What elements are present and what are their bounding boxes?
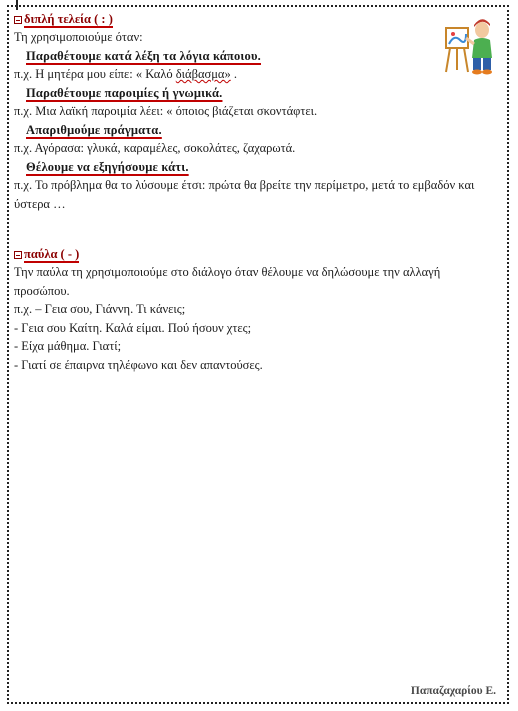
example-line: π.χ. Μια λαϊκή παροιμία λέει: « όποιος βιάζεται σκοντάφτει. xyxy=(14,104,318,118)
section-intro: Τη χρησιμοποιούμε όταν: xyxy=(14,30,143,44)
example-line: π.χ. Το πρόβλημα θα το λύσουμε έτσι: πρώτα θα βρείτε την περίμετρο, μετά το εμβαδόν και ύστερα … xyxy=(14,178,475,211)
rule-proverbs: Παραθέτουμε παροιμίες ή γνωμικά. xyxy=(26,85,223,100)
rule-quote: Παραθέτουμε κατά λέξη τα λόγια κάποιου. xyxy=(26,48,261,63)
rule-enumerate: Απαριθμούμε πράγματα. xyxy=(26,122,162,137)
section-heading-dash xyxy=(14,247,494,263)
example-line: π.χ. Η μητέρα μου είπε: « Καλό διάβασμα» . xyxy=(14,67,237,81)
dialogue-line: - Γιατί σε έπαιρνα τηλέφωνο και δεν απαντούσες. xyxy=(14,357,263,372)
section-title: παύλα ( - ) xyxy=(24,247,80,261)
section-heading-colon xyxy=(14,12,494,28)
rule-explain: Θέλουμε να εξηγήσουμε κάτι. xyxy=(26,159,189,174)
example-line: π.χ. Αγόρασα: γλυκά, καραμέλες, σοκολάτες, ζαχαρωτά. xyxy=(14,141,296,155)
corner-mark xyxy=(16,0,18,10)
dialogue-line: - Είχα μάθημα. Γιατί; xyxy=(14,339,122,353)
dialogue-line: π.χ. – Γεια σου, Γιάννη. Τι κάνεις; xyxy=(14,302,186,316)
document-body xyxy=(14,12,494,374)
collapse-icon[interactable] xyxy=(14,16,22,24)
section-title: διπλή τελεία ( : ) xyxy=(24,12,113,26)
section-intro: Την παύλα τη χρησιμοποιούμε στο διάλογο όταν θέλουμε να δηλώσουμε την αλλαγή προσώπου. xyxy=(14,265,441,298)
dialogue-line: - Γεια σου Καίτη. Καλά είμαι. Πού ήσουν χτες; xyxy=(14,320,252,335)
collapse-icon[interactable] xyxy=(14,251,22,259)
author-signature: Παπαζαχαρίου Ε. xyxy=(410,685,496,697)
